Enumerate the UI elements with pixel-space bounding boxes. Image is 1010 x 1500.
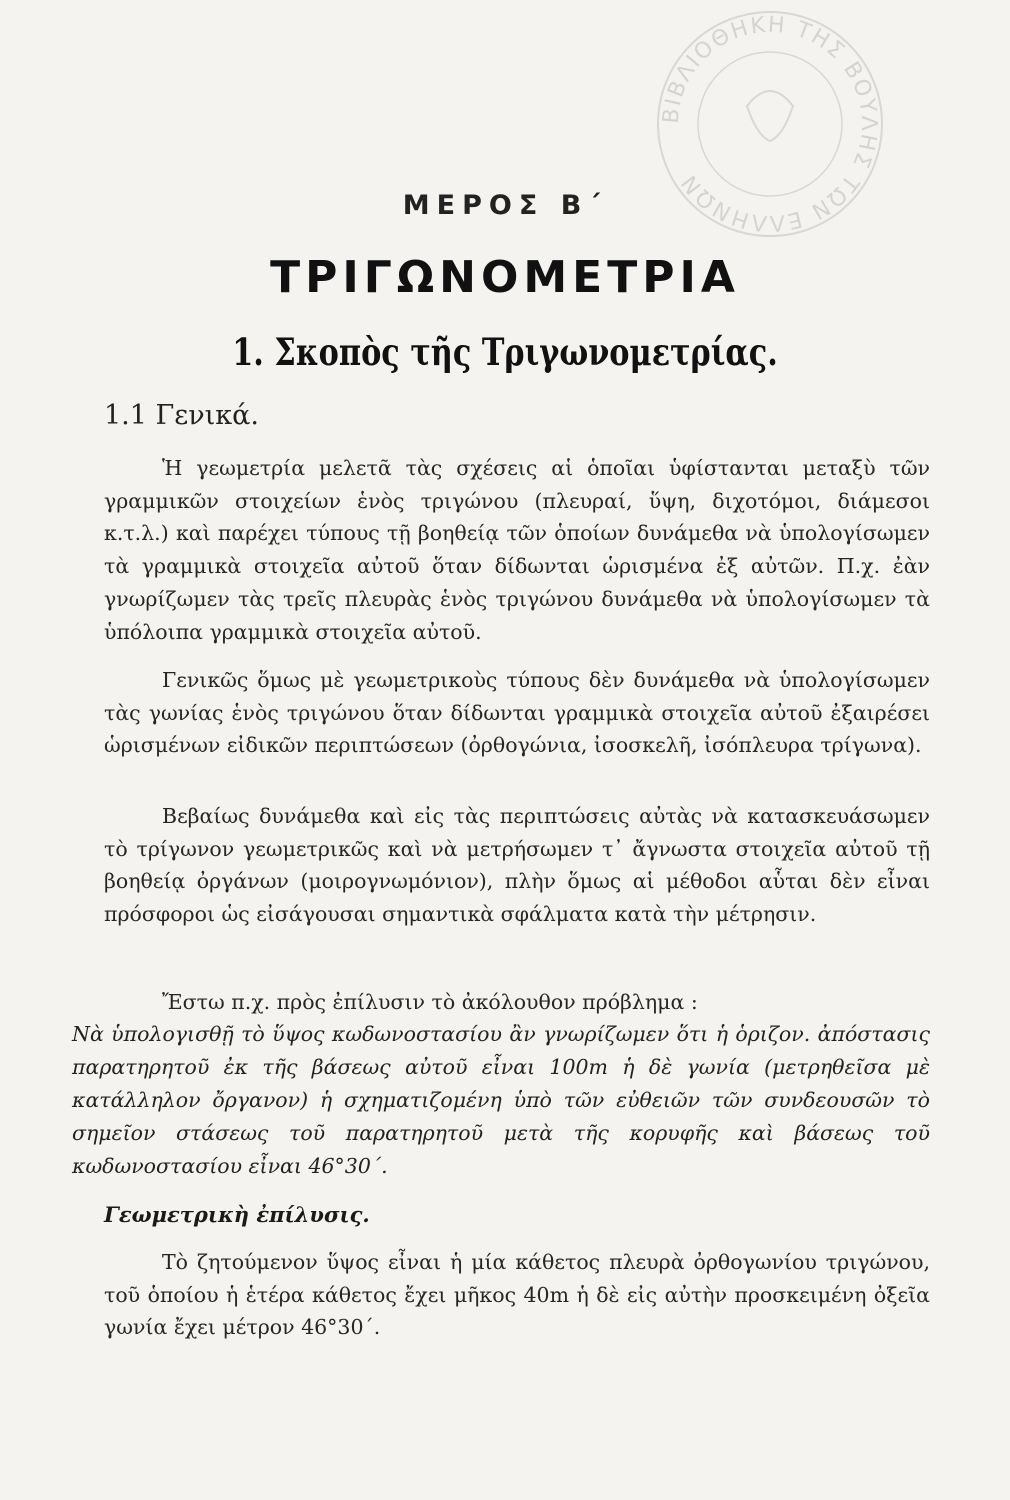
- part-label: ΜΕΡΟΣ Β΄: [402, 190, 608, 221]
- paragraph-angles: [104, 664, 930, 762]
- chapter-title: ΤΡΙΓΩΝΟΜΕΤΡΙΑ: [270, 252, 740, 303]
- paragraph-solution: [104, 1246, 930, 1344]
- solution-heading: Γεωμετρικὴ ἐπίλυσις.: [104, 1202, 370, 1227]
- paragraph-text: Ἔστω π.χ. πρὸς ἐπίλυσιν τὸ ἀκόλουθον πρόβλημα :: [162, 990, 698, 1014]
- stamp-text: ΒΙΒΛΙΟΘΗΚΗ ΤΗΣ ΒΟΥΛΗΣ ΤΩΝ ΕΛΛΗΝΩΝ: [658, 12, 882, 236]
- subsection-title: 1.1 Γενικά.: [104, 400, 259, 431]
- paragraph-example-intro: [104, 986, 930, 1019]
- paragraph-text: Βεβαίως δυνάμεθα καὶ εἰς τὰς περιπτώσεις αὐτὰς νὰ κατασκευάσωμεν τὸ τρίγωνον γεωμετρικῶς καὶ νὰ μετρήσωμεν τ᾽ ἄγνωστα στοιχεῖα αὐτοῦ τῇ βοηθείᾳ ὀργάνων (μοιρογνωμόνιον), πλὴν ὅμως αἱ μέθοδοι αὗται δὲν εἶναι πρόσφοροι ὡς εἰσάγουσαι σημαντικὰ σφάλματα κατὰ τὴν μέτρησιν.: [104, 804, 930, 927]
- problem-statement: Νὰ ὑπολογισθῇ τὸ ὕψος κωδωνοστασίου ἂν γνωρίζωμεν ὅτι ἡ ὁριζον. ἀπόστασις παρατηρητοῦ ἐκ τῆς βάσεως αὐτοῦ εἶναι 100m ἡ δὲ γωνία (μετρηθεῖσα μὲ κατάλληλον ὄργανον) ἡ σχηματιζομένη ὑπὸ τῶν εὐθειῶν τῶν συνδεουσῶν τὸ σημεῖον στάσεως τοῦ παρατηρητοῦ μετὰ τῆς κορυφῆς καὶ βάσεως τοῦ κωδωνοστασίου εἶναι 46°30΄.: [72, 1022, 930, 1178]
- paragraph-text: Ἡ γεωμετρία μελετᾶ τὰς σχέσεις αἱ ὁποῖαι ὑφίστανται μεταξὺ τῶν γραμμικῶν στοιχείων ἑνὸς τριγώνου (πλευραί, ὕψη, διχοτόμοι, διάμεσοι κ.τ.λ.) καὶ παρέχει τύπους τῇ βοηθείᾳ τῶν ὁποίων δυνάμεθα νὰ ὑπολογίσωμεν τὰ γραμμικὰ στοιχεῖα αὐτοῦ ὅταν δίδωνται ὡρισμένα ἐξ αὐτῶν. Π.χ. ἐὰν γνωρίζωμεν τὰς τρεῖς πλευρὰς ἑνὸς τριγώνου δυνάμεθα νὰ ὑπολογίσωμεν τὰ ὑπόλοιπα γραμμικὰ στοιχεῖα αὐτοῦ.: [104, 456, 930, 644]
- paragraph-text: Γενικῶς ὅμως μὲ γεωμετρικοὺς τύπους δὲν δυνάμεθα νὰ ὑπολογίσωμεν τὰς γωνίας ἑνὸς τριγώνου ὅταν δίδωνται γραμμικὰ στοιχεῖα αὐτοῦ ἐξαιρέσει ὡρισμένων εἰδικῶν περιπτώσεων (ὀρθογώνια, ἰσοσκελῆ, ἰσόπλευρα τρίγωνα).: [104, 668, 930, 758]
- paragraph-measurement: [104, 800, 930, 931]
- paragraph-text: Τὸ ζητούμενον ὕψος εἶναι ἡ μία κάθετος πλευρὰ ὀρθογωνίου τριγώνου, τοῦ ὁποίου ἡ ἑτέρα κάθετος ἔχει μῆκος 40m ἡ δὲ εἰς αὐτὴν προσκειμένη ὀξεῖα γωνία ἔχει μέτρον 46°30΄.: [104, 1250, 930, 1340]
- paragraph-intro: [104, 452, 930, 648]
- section-title: 1. Σκοπὸς τῆς Τριγωνομετρίας.: [232, 330, 778, 374]
